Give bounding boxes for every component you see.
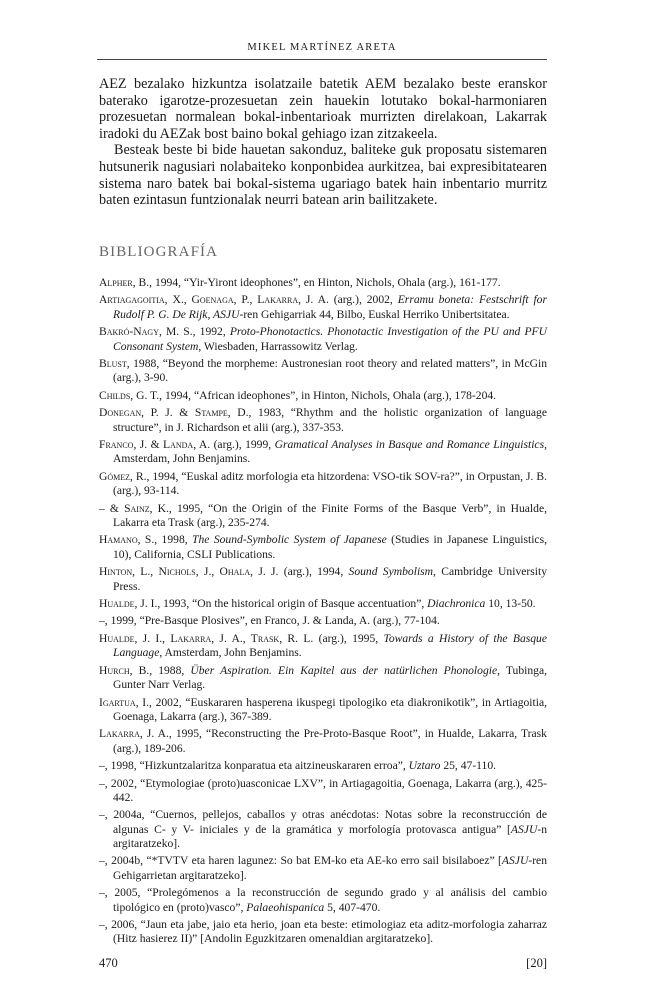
entry-title: Palaeohispanica	[246, 900, 325, 914]
entry-text: , 1999, “Pre-Basque Plosives”, en Franco, J. & Landa, A. (arg.), 77-104.	[104, 614, 440, 628]
entry-author: –	[99, 808, 105, 822]
running-head: MIKEL MARTÍNEZ ARETA	[247, 42, 397, 53]
entry-author: Igartua, I.	[99, 695, 150, 709]
entry-author: Hinton, L., Nichols, J., Ohala, J. J.	[99, 565, 279, 579]
entry-details: -n argitaratzeko].	[113, 822, 547, 850]
entry-text: , 1998, “Hizkuntzalaritza konparatua eta aitzineuskararen erroa”,	[104, 759, 409, 773]
bibliography-entry	[99, 777, 547, 806]
entry-author: –	[99, 776, 105, 790]
bibliography-entry	[99, 854, 547, 883]
entry-text: , 1995, “On the Origin of the Finite Forms of the Basque Verb”, in Hualde, Lakarra eta Trask (arg.), 235-274.	[113, 501, 547, 529]
entry-title: Gramatical Analyses in Basque and Romance Linguistics	[274, 438, 545, 452]
entry-author: Hamano, S.	[99, 533, 155, 547]
bibliography-entry	[99, 808, 547, 851]
entry-details: , Wiesbaden, Harrassowitz Verlag.	[198, 339, 358, 353]
body-text	[99, 76, 547, 209]
bibliography-heading: BIBLIOGRAFÍA	[99, 244, 219, 260]
entry-text: , 1988, “Beyond the morpheme: Austronesian root theory and related matters”, in McGin (arg.), 3-90.	[113, 357, 547, 385]
bibliography-entry	[99, 357, 547, 386]
bibliography-entry	[99, 918, 547, 947]
entry-details: (Studies in Japanese Linguistics, 10), California, CSLI Publications.	[113, 533, 547, 561]
bibliography-entry	[99, 696, 547, 725]
entry-author: Gómez, R.	[99, 469, 147, 483]
paragraph-2: Besteak beste bi bide hauetan sakonduz, baliteke guk proposatu sistemaren hutsunerik nagusiari nolabaiteko konponbidea aurkitzea, bai expresibitatearen sistema naro batek bai bokal-sistema ugariago batek hain inbentario murritz baten ezintasun funtzionalak neurri batean arin bailitzakete.	[99, 142, 547, 209]
entry-title: Towards a History of the Basque Language	[113, 631, 547, 660]
entry-author: –	[99, 854, 105, 868]
entry-text: , 2002, “Euskararen hasperena ikuspegi tipologiko eta diakronikotik”, in Artiagoitia, Goenaga, Lakarra (arg.), 367-389.	[113, 695, 547, 723]
entry-author: Blust	[99, 357, 127, 371]
entry-text: , 1988,	[149, 663, 191, 677]
entry-author: Artiagagoitia, X., Goenaga, P., Lakarra, J. A.	[99, 293, 329, 307]
entry-details: -ren Gehigarrietan argitaratzeko].	[113, 854, 547, 882]
paragraph-1: AEZ bezalako hizkuntza isolatzaile batetik AEM bezalako beste eranskor baterako igarotze-prozesuetan zein hauekin lotutako bokal-harmoniaren prozesuetan normalean bokal-inbentarioak murrizten direlakoan, Lakarrak iradoki du AEZak bost baino bokal gehiago izan zitzakeela.	[99, 76, 547, 142]
entry-title: Uztaro	[408, 759, 441, 773]
entry-author: Hualde, J. I.	[99, 597, 158, 610]
entry-text: (arg.), 1995,	[313, 631, 384, 645]
bibliography-entry	[99, 406, 547, 435]
entry-details: 10, 13-50.	[485, 597, 536, 610]
entry-title: Diachronica	[427, 597, 486, 610]
entry-text: , 1994, “African ideophones”, in Hinton, Nichols, Ohala (arg.), 178-204.	[159, 388, 497, 402]
bibliography-entry	[99, 614, 547, 628]
entry-title: Sound Symbolism	[348, 565, 434, 579]
bibliography-entry	[99, 325, 547, 354]
entry-text: , 1998,	[154, 533, 193, 547]
entry-author: –	[99, 886, 105, 900]
entry-details: , Amsterdam, John Benjamins.	[113, 438, 547, 466]
entry-title: Über Aspiration. Ein Kapitel aus der natürlichen Phonologie	[190, 663, 498, 677]
bibliography-entry	[99, 533, 547, 562]
entry-author: Alpher, B.	[99, 276, 150, 289]
entry-author: Donegan, P. J. & Stampe, D.	[99, 406, 249, 420]
entry-text: , 1995, “Reconstructing the Pre-Proto-Basque Root”, in Hualde, Lakarra, Trask (arg.), 189-206.	[113, 727, 547, 755]
entry-text: , 2005, “Prolegómenos a la reconstrucción de segundo grado y al análisis del cambio tipológico en (proto)vasco”,	[104, 886, 547, 914]
entry-details: , Amsterdam, John Benjamins.	[159, 646, 302, 660]
entry-title: The Sound-Symbolic System of Japanese	[192, 533, 387, 547]
bibliography-list	[99, 276, 547, 950]
entry-title: Erramu boneta: Festschrift for Rudolf P. G. De Rijk, ASJU	[113, 293, 547, 321]
bibliography-entry	[99, 886, 547, 915]
bibliography-entry	[99, 597, 547, 611]
entry-text: , 2002, “Etymologiae (proto)uasconicae LXV”, in Artiagagoitia, Goenaga, Lakarra (arg.), 425-442.	[104, 776, 547, 804]
bibliography-entry	[99, 632, 547, 661]
entry-details: , Tubinga, Gunter Narr Verlag.	[113, 663, 548, 692]
entry-text: (arg.), 2002,	[328, 293, 398, 307]
entry-text: , 1994, “Yir-Yiront ideophones”, en Hinton, Nichols, Ohala (arg.), 161-177.	[149, 276, 501, 289]
entry-details: -ren Gehigarriak 44, Bilbo, Euskal Herriko Unibertsitatea.	[239, 307, 510, 321]
entry-text: , 1994, “Euskal aditz morfologia eta hitzordena: VSO-tik SOV-ra?”, in Orpustan, J. B. (arg.), 93-114.	[113, 469, 547, 498]
bibliography-entry	[99, 293, 547, 322]
entry-text: , 1992,	[192, 325, 230, 339]
entry-text: , 2004a, “Cuernos, pellejos, caballos y otras anécdotas: Notas sobre la reconstrucción de algunas C- y V- iniciales y de la gramática y morfología protovasca antigua” [	[104, 808, 547, 836]
bibliography-entry	[99, 664, 547, 693]
page-number: 470	[99, 956, 118, 970]
entry-title: ASJU	[510, 822, 538, 836]
entry-author: Bakró-Nagy, M. S.	[99, 325, 193, 339]
bibliography-entry	[99, 727, 547, 756]
entry-author: Hualde, J. I., Lakarra, J. A., Trask, R. L.	[99, 631, 314, 645]
entry-details: , Cambridge University Press.	[113, 565, 547, 593]
entry-author: Hurch, B.	[99, 663, 150, 677]
entry-author: Franco, J. & Landa, A.	[99, 438, 211, 452]
entry-author: – & Sainz, K.	[99, 501, 169, 515]
entry-author: Lakarra, J. A.	[99, 727, 169, 741]
bibliography-entry	[99, 438, 547, 467]
bibliography-entry	[99, 759, 547, 773]
entry-details: 25, 47-110.	[440, 759, 497, 773]
bibliography-entry	[99, 502, 547, 531]
entry-title: Proto-Phonotactics. Phonotactic Investigation of the PU and PFU Consonant System	[113, 325, 547, 353]
entry-author: –	[99, 614, 105, 628]
entry-text: , 2004b, “*TVTV eta haren lagunez: So bat EM-ko eta AE-ko erro sail bisilaboez” [	[104, 854, 502, 868]
entry-text: (arg.), 1999,	[210, 438, 275, 452]
entry-text: , 1993, “On the historical origin of Basque accentuation”,	[157, 597, 428, 610]
bibliography-entry	[99, 565, 547, 594]
entry-author: –	[99, 918, 105, 931]
entry-author: –	[99, 759, 105, 773]
bibliography-entry	[99, 470, 547, 499]
header-rule	[97, 59, 547, 60]
entry-title: ASJU	[501, 854, 529, 868]
bibliography-entry	[99, 389, 547, 403]
entry-text: (arg.), 1994,	[278, 565, 349, 579]
bibliography-entry	[99, 276, 547, 290]
page-reference: [20]	[526, 956, 547, 970]
entry-text: , 2006, “Jaun eta jabe, jaio eta herio, joan eta beste: etimologiaz eta aditz-morfologia zaharraz (Hitz hasierez II)” [Andolin Eguzkitzaren omenaldian argitaratzeko].	[104, 918, 547, 946]
entry-text: , 1983, “Rhythm and the holistic organization of language structure”, in J. Richardson et alii (arg.), 337-353.	[113, 406, 547, 434]
entry-details: 5, 407-470.	[324, 900, 381, 914]
entry-author: Childs, G. T.	[99, 388, 160, 402]
